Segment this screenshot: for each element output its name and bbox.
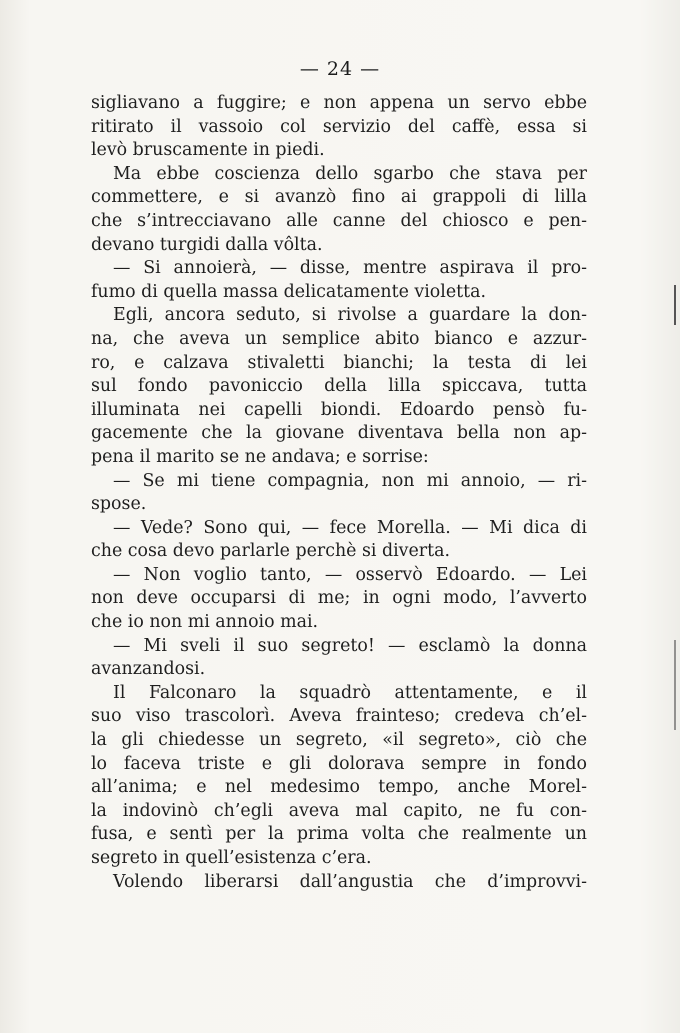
text-line: ro, e calzava stivaletti bianchi; la testa di lei [91,352,587,373]
text-line: spose. [91,494,147,515]
text-line: avanzandosi. [91,659,206,680]
text-line: che io non mi annoio mai. [91,612,319,633]
margin-mark [674,640,676,730]
text-line: levò bruscamente in piedi. [91,140,325,161]
text-line: na, che aveva un semplice abito bianco e azzur- [91,328,587,349]
text-line: sigliavano a fuggire; e non appena un servo ebbe [91,93,587,113]
text-line: la gli chiedesse un segreto, «il segreto», ciò che [91,730,587,751]
text-line: fumo di quella massa delicatamente violetta. [91,281,486,302]
text-line: Ma ebbe coscienza dello sgarbo che stava per [113,163,587,184]
text-line: gacemente che la giovane diventava bella non ap- [91,423,587,444]
body-text [91,92,587,894]
text-line: Egli, ancora seduto, si rivolse a guardare la don- [113,305,587,326]
text-line: non deve occuparsi di me; in ogni modo, l’avverto [91,588,587,609]
text-line: che s’intrecciavano alle canne del chiosco e pen- [91,210,587,231]
text-line: segreto in quell’esistenza c’era. [91,848,372,868]
text-line: — Si annoierà, — disse, mentre aspirava il pro- [113,258,587,279]
text-line: illuminata nei capelli biondi. Edoardo pensò fu- [91,399,587,420]
text-line: fusa, e sentì per la prima volta che realmente un [91,824,587,845]
text-line: — Se mi tiene compagnia, non mi annoio, — ri- [113,470,587,491]
text-line: ritirato il vassoio col servizio del caffè, essa si [91,116,587,137]
text-line: Il Falconaro la squadrò attentamente, e il [113,682,587,703]
margin-mark [674,285,676,325]
text-line: devano turgidi dalla vôlta. [91,234,323,255]
text-line: all’anima; e nel medesimo tempo, anche Morel- [91,777,587,798]
text-line: lo faceva triste e gli dolorava sempre in fondo [91,753,587,774]
text-line: sul fondo pavoniccio della lilla spiccava, tutta [91,376,587,397]
text-line: suo viso trascolorì. Aveva frainteso; credeva ch’el- [91,706,587,727]
text-line: commettere, e si avanzò fino ai grappoli di lilla [91,187,587,208]
text-line: — Non voglio tanto, — osservò Edoardo. — Lei [113,564,587,585]
text-line: che cosa devo parlarle perchè si diverta. [91,541,450,562]
page-number: — 24 — [299,58,381,80]
text-line: — Mi sveli il suo segreto! — esclamò la donna [113,635,587,656]
text-line: Volendo liberarsi dall’angustia che d’improvvi- [113,871,587,892]
text-line: — Vede? Sono qui, — fece Morella. — Mi dica di [113,517,587,538]
text-line: pena il marito se ne andava; e sorrise: [91,446,429,467]
text-line: la indovinò ch’egli aveva mal capito, ne fu con- [91,800,587,821]
